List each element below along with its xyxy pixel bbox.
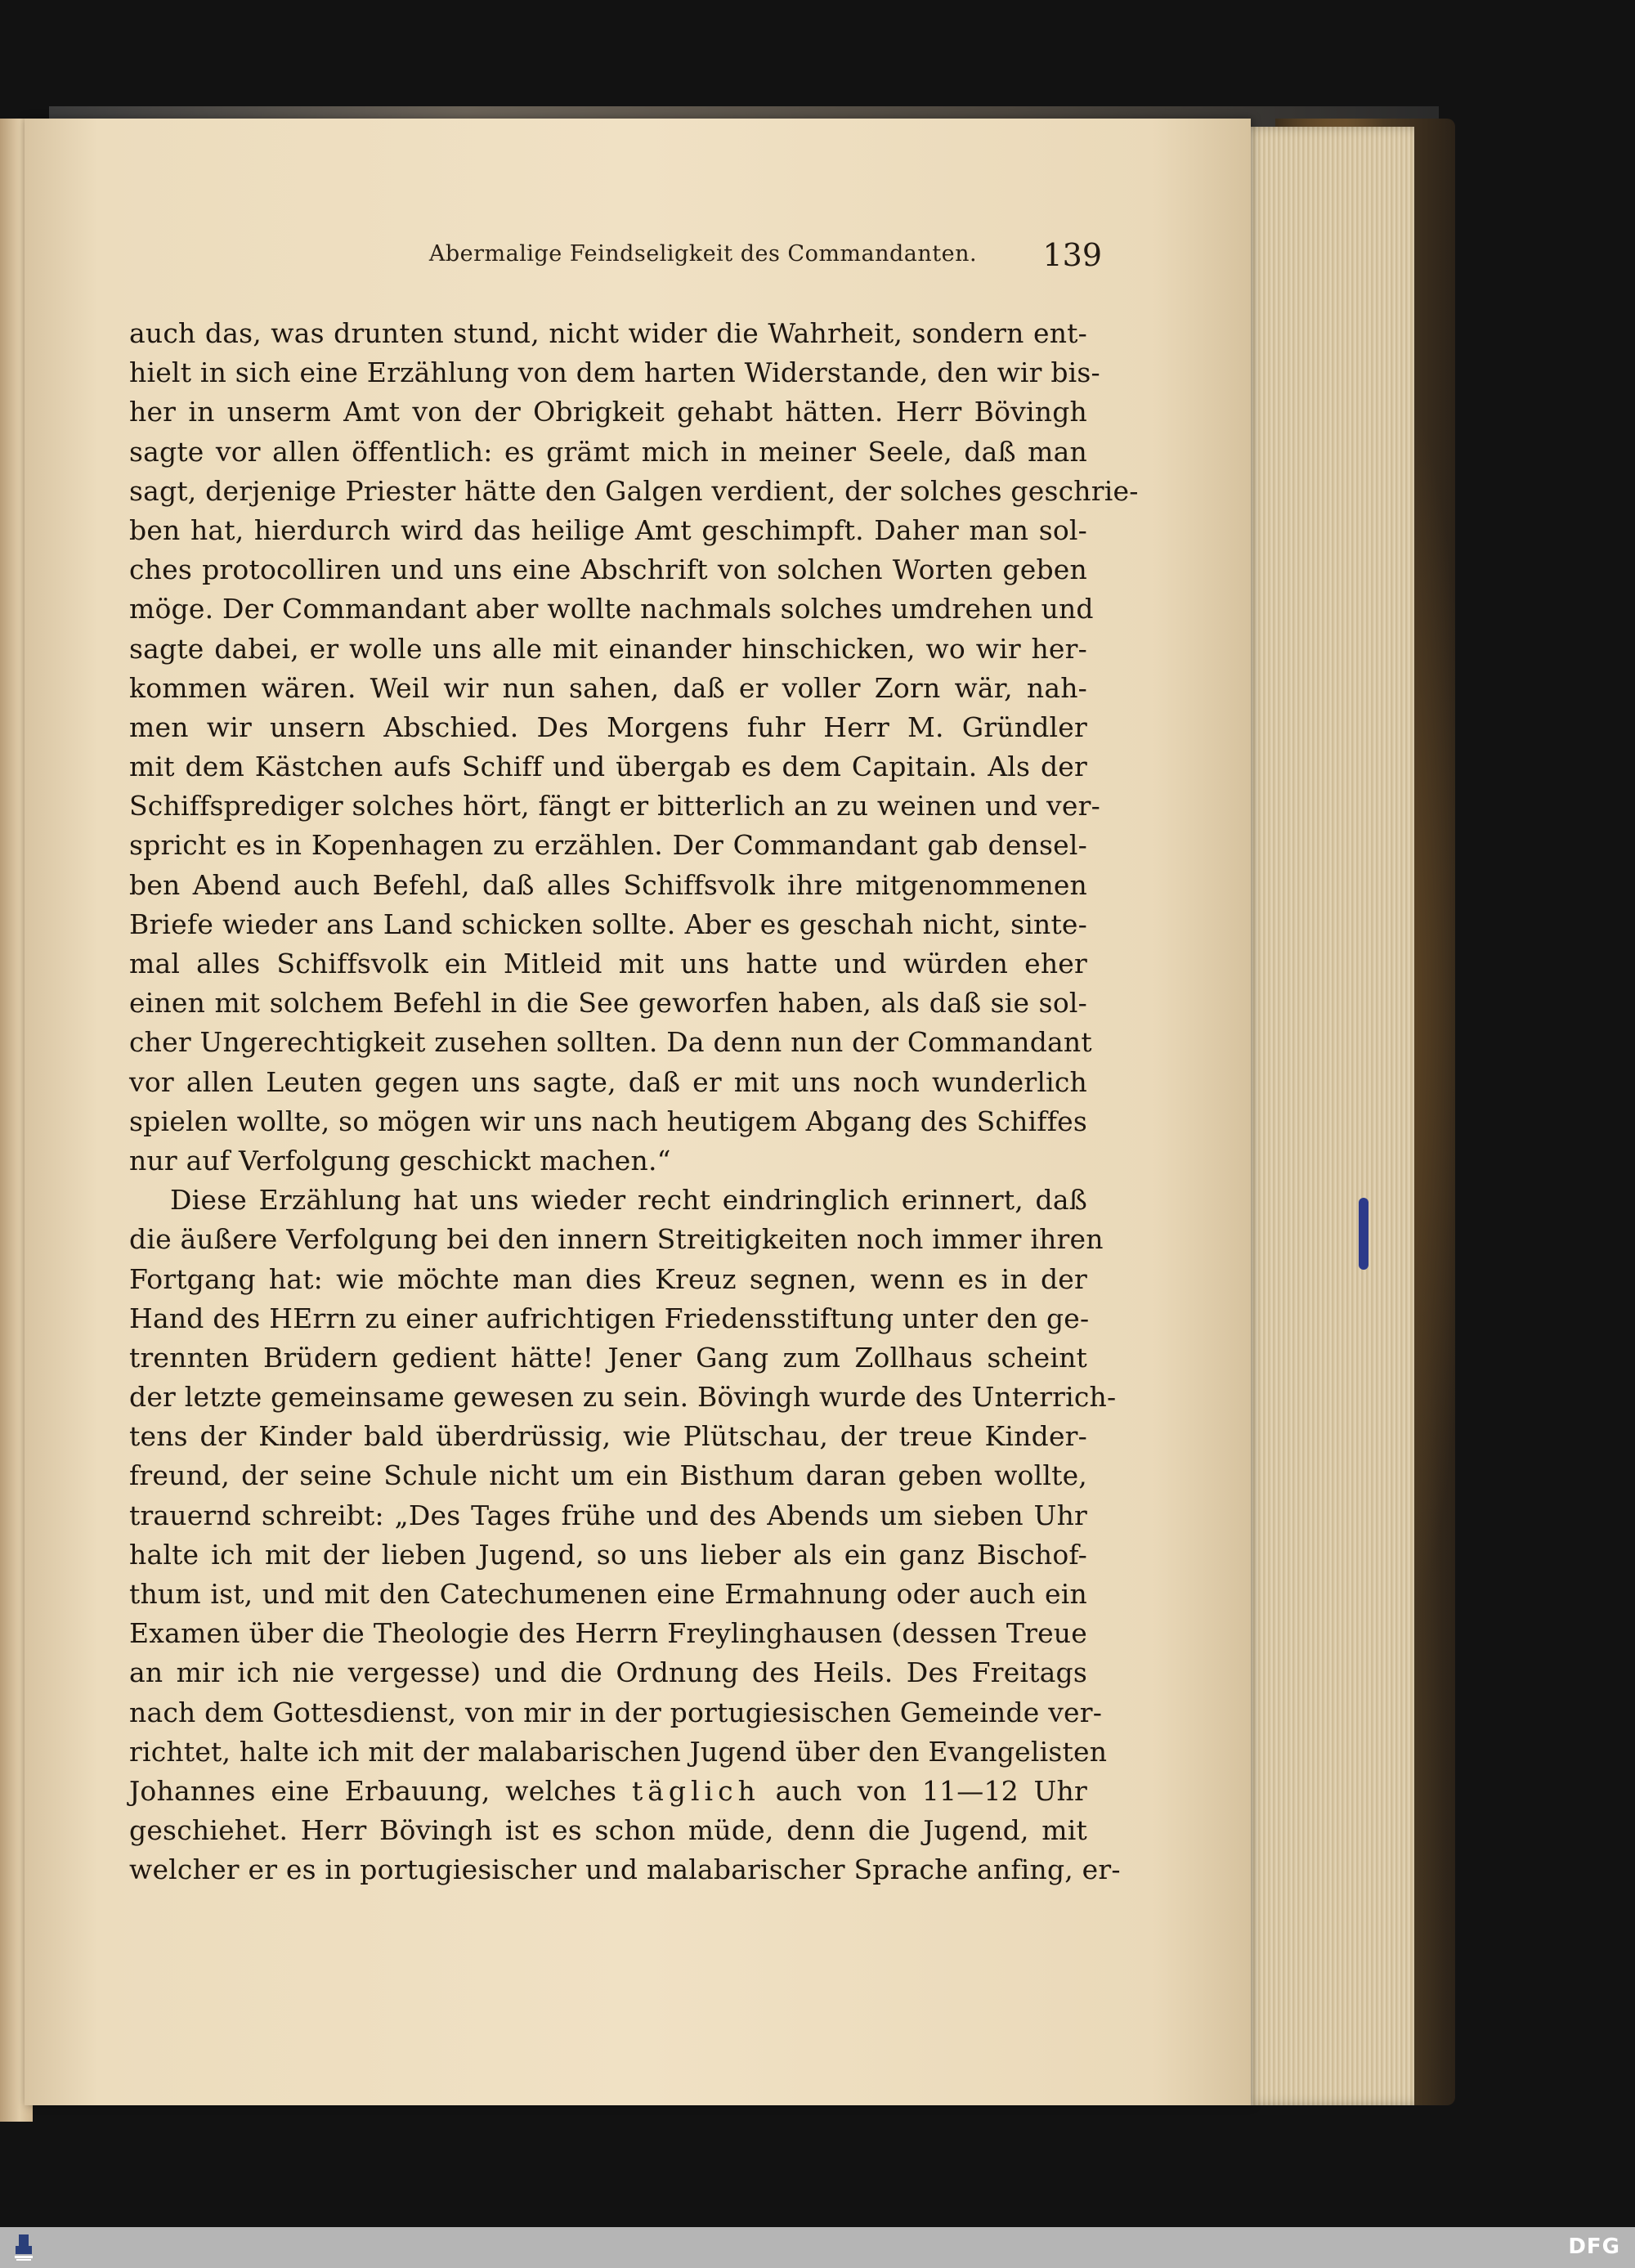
text-line: thum ist, und mit den Catechumenen eine Ermahnung oder auch ein (129, 1578, 1087, 1610)
text-line: vor allen Leuten gegen uns sagte, daß er mit uns noch wunderlich (129, 1065, 1087, 1098)
text-segment: Johannes eine Erbauung, welches (129, 1774, 617, 1807)
text-line: hielt in sich eine Erzählung von dem harten Widerstande, den wir bis- (129, 356, 1100, 389)
paragraph-first-line: Diese Erzählung hat uns wieder recht eindringlich erinnert, daß (170, 1184, 1087, 1217)
running-header: Abermalige Feindseligkeit des Commandanten. (428, 241, 978, 267)
text-line: die äußere Verfolgung bei den innern Streitigkeiten noch immer ihren (129, 1223, 1104, 1256)
text-line: der letzte gemeinsame gewesen zu sein. Bövingh wurde des Unterrich- (129, 1381, 1117, 1414)
text-line: Hand des HErrn zu einer aufrichtigen Friedensstiftung unter den ge- (129, 1302, 1090, 1334)
text-segment: auch von 11—12 Uhr (775, 1774, 1087, 1807)
page-number: 139 (1042, 237, 1102, 273)
text-line: Briefe wieder ans Land schicken sollte. Aber es geschah nicht, sinte- (129, 908, 1087, 940)
text-line: richtet, halte ich mit der malabarischen Jugend über den Evangelisten (129, 1735, 1108, 1768)
text-line: Examen über die Theologie des Herrn Freylinghausen (dessen Treue (129, 1617, 1087, 1650)
text-line: Schiffsprediger solches hört, fängt er bitterlich an zu weinen und ver- (129, 790, 1100, 822)
text-line: freund, der seine Schule nicht um ein Bisthum daran geben wollte, (129, 1459, 1087, 1492)
text-line: geschiehet. Herr Bövingh ist es schon müde, denn die Jugend, mit (129, 1814, 1087, 1847)
text-line: nach dem Gottesdienst, von mir in der portugiesischen Gemeinde ver- (129, 1696, 1103, 1728)
text-line: mit dem Kästchen aufs Schiff und übergab es dem Capitain. Als der (129, 751, 1087, 783)
dfg-logo: DFG (1568, 2234, 1620, 2259)
text-line: möge. Der Commandant aber wollte nachmals solches umdrehen und (129, 593, 1094, 625)
spaced-emphasis: täglich (631, 1774, 760, 1807)
text-line: mal alles Schiffsvolk ein Mitleid mit uns hatte und würden eher (129, 948, 1087, 979)
text-line: sagte dabei, er wolle uns alle mit einander hinschicken, wo wir her- (129, 632, 1087, 665)
text-line: ches protocolliren und uns eine Abschrift von solchen Worten geben (129, 554, 1087, 586)
text-line: nur auf Verfolgung geschickt machen.“ (129, 1144, 671, 1177)
page-block-edges (1226, 127, 1414, 2105)
text-line: men wir unsern Abschied. Des Morgens fuhr Herr M. Gründler (129, 710, 1087, 743)
text-line: einen mit solchem Befehl in die See geworfen haben, als daß sie sol- (129, 987, 1087, 1020)
text-line: Fortgang hat: wie möchte man dies Kreuz segnen, wenn es in der (129, 1262, 1087, 1295)
text-line: her in unserm Amt von der Obrigkeit gehabt hätten. Herr Bövingh (129, 396, 1087, 428)
text-line: kommen wären. Weil wir nun sahen, daß er voller Zorn wär, nah- (129, 671, 1087, 704)
text-line: ben Abend auch Befehl, daß alles Schiffsvolk ihre mitgenommenen (129, 868, 1087, 901)
text-line: sagte vor allen öffentlich: es grämt mich in meiner Seele, daß man (129, 435, 1087, 468)
text-line: auch das, was drunten stund, nicht wider die Wahrheit, sondern ent- (129, 317, 1087, 349)
text-line: ben hat, hierdurch wird das heilige Amt geschimpft. Daher man sol- (129, 513, 1087, 546)
text-line: cher Ungerechtigkeit zusehen sollten. Da denn nun der Commandant (129, 1026, 1092, 1059)
text-line-spaced (129, 1772, 1087, 1811)
text-line: spricht es in Kopenhagen zu erzählen. Der Commandant gab densel- (129, 829, 1087, 862)
library-crest-icon (11, 2232, 36, 2263)
text-line: welcher er es in portugiesischer und malabarischer Sprache anfing, er- (129, 1853, 1121, 1886)
text-line: halte ich mit der lieben Jugend, so uns lieber als ein ganz Bischof- (129, 1538, 1087, 1571)
text-line: trauernd schreibt: „Des Tages frühe und des Abends um sieben Uhr (129, 1499, 1087, 1531)
blue-bookmark-mark (1359, 1198, 1368, 1270)
text-line: trennten Brüdern gedient hätte! Jener Gang zum Zollhaus scheint (129, 1341, 1087, 1374)
text-line: sagt, derjenige Priester hätte den Galgen verdient, der solches geschrie- (129, 474, 1139, 507)
text-line: an mir ich nie vergesse) und die Ordnung des Heils. Des Freitags (129, 1656, 1087, 1689)
text-line: spielen wollte, so mögen wir uns nach heutigem Abgang des Schiffes (129, 1105, 1087, 1137)
text-line: tens der Kinder bald überdrüssig, wie Plütschau, der treue Kinder- (129, 1420, 1087, 1453)
viewer-footer-bar (0, 2227, 1635, 2268)
page-body-text (129, 314, 1139, 1890)
